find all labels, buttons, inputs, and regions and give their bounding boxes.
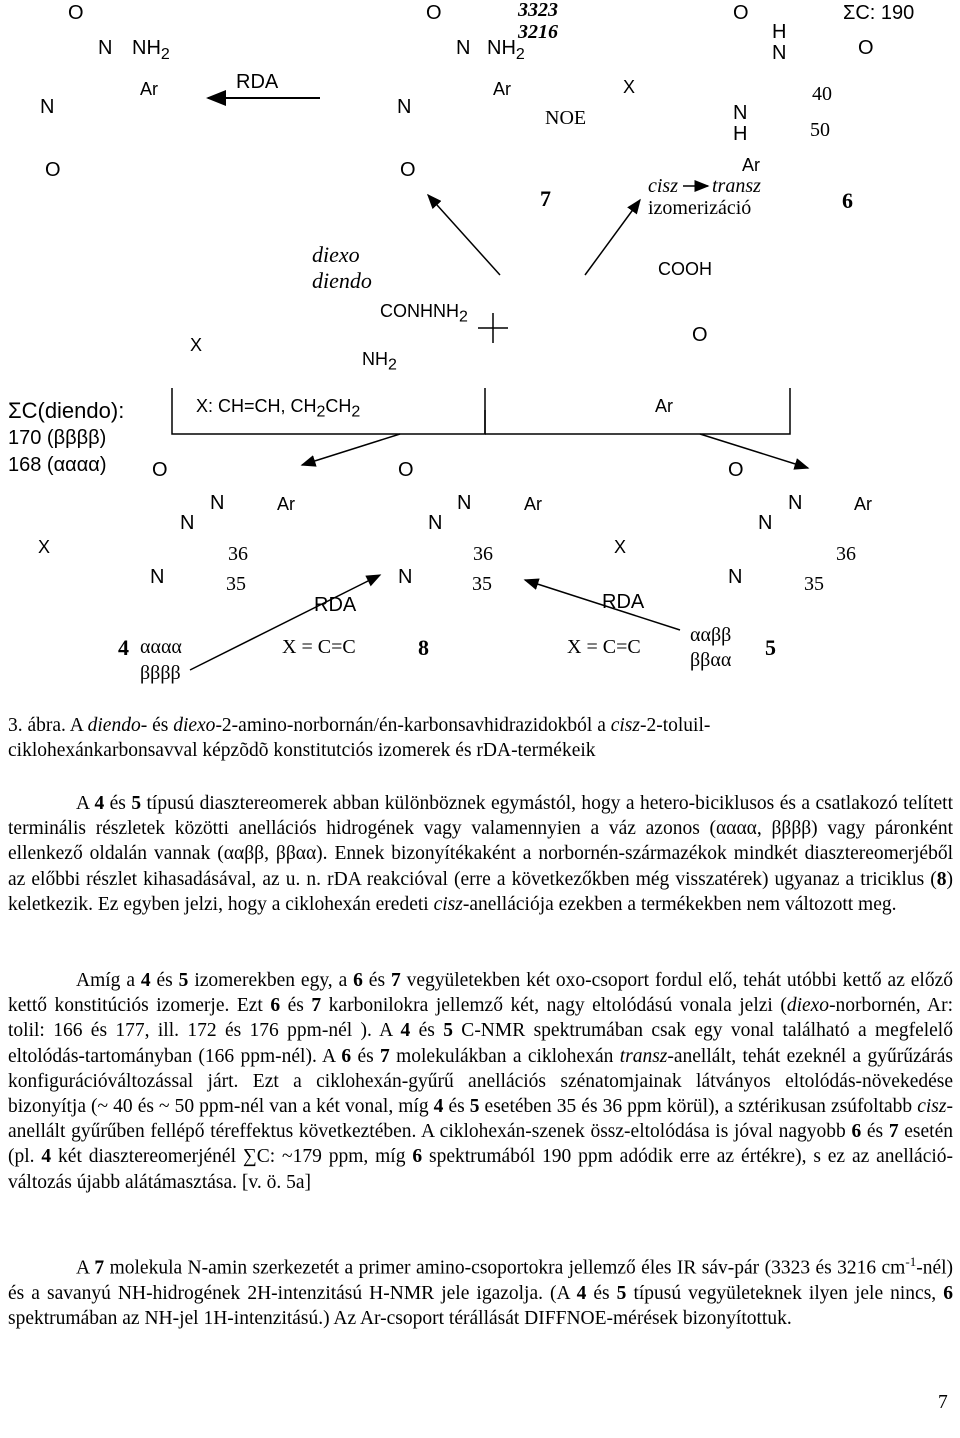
label-rda: RDA <box>314 594 357 616</box>
label-n: N <box>457 492 472 514</box>
compound-number-6: 6 <box>842 188 853 213</box>
p3-segment: molekula N-amin szerkezetét a primer amino-csoportokra jellemző éles IR sáv-pár (3323 és 3216 cm <box>104 1257 906 1279</box>
p3-segment: -nél) és a savanyú NH-hidrogének 2H-intenzitású H-NMR jele igazolja. (A <box>8 1257 954 1304</box>
label-n: N <box>456 37 471 59</box>
ir-band-1: 3323 <box>518 0 558 21</box>
label-bbaa: ββαα <box>690 649 732 671</box>
p2-segment: 4 <box>433 1096 444 1118</box>
shift-35: 35 <box>804 573 824 595</box>
p2-segment: 7 <box>311 995 322 1017</box>
shift-36: 36 <box>836 543 856 565</box>
arrow-to-5 <box>700 434 808 468</box>
label-n: N <box>98 37 113 59</box>
p2-segment: karbonilokra jellemző két, nagy eltolódású vonala jelzi ( <box>321 995 787 1017</box>
label-h: H <box>733 123 748 145</box>
label-o: O <box>728 459 744 481</box>
p2-segment: molekulákban a ciklohexán <box>389 1045 620 1067</box>
shift-36: 36 <box>473 543 493 565</box>
label-n: N <box>40 96 55 118</box>
p2-segment: izomerekben egy, a <box>188 970 354 991</box>
label-x-eq-cc: X = C=C <box>282 636 356 658</box>
p2-segment: -norbornén, Ar: tolil: 166 és 177, ill. 172 és 176 ppm-nél ). A <box>8 995 954 1042</box>
paragraph-1 <box>8 791 953 917</box>
p1-segment: ) keletkezik. Ez egyben jelzi, hogy a ciklohexán eredeti <box>8 868 953 915</box>
p2-segment: esetében 35 és 36 ppm körül), a sztérikusan zsúfoltabb <box>479 1096 918 1118</box>
ir-band-2: 3216 <box>518 21 558 43</box>
label-izomerizacio: izomerizáció <box>648 197 752 219</box>
label-noe: NOE <box>545 107 587 129</box>
p2-segment: 7 <box>380 1045 390 1067</box>
p3-segment: -1 <box>905 1254 917 1269</box>
label-n: N <box>728 566 743 588</box>
p1-segment: 5 <box>131 793 142 814</box>
p2-segment: 6 <box>341 1045 352 1067</box>
p1-segment: és <box>104 793 132 814</box>
compound-number-5: 5 <box>765 635 776 660</box>
reaction-scheme-figure <box>0 0 960 700</box>
compound-number-4: 4 <box>118 635 129 660</box>
label-ar: Ar <box>140 79 158 99</box>
p2-segment: Amíg a <box>76 970 141 991</box>
p2-segment: diexo <box>786 995 830 1017</box>
p2-segment: 6 <box>851 1121 862 1143</box>
label-x: X <box>623 77 636 97</box>
p2-segment: C-NMR spektrumában csak egy vonal található a megfelelő eltolódás-tartományban (166 ppm-nél). A <box>8 1020 953 1067</box>
p3-segment: 5 <box>616 1282 627 1304</box>
label-x: X <box>614 537 627 557</box>
p1-segment: A <box>76 793 95 814</box>
p3-segment: 7 <box>94 1257 105 1279</box>
label-o: O <box>398 459 414 481</box>
page-number: 7 <box>938 1392 948 1413</box>
label-n: N <box>428 512 443 534</box>
label-n: N <box>397 96 412 118</box>
p2-segment: 5 <box>443 1020 453 1042</box>
label-n: N <box>180 512 195 534</box>
p2-segment: és <box>362 970 391 991</box>
label-ar: Ar <box>524 494 542 514</box>
value-170: 170 (ββββ) <box>8 427 107 449</box>
label-o: O <box>733 2 749 24</box>
compound-number-7: 7 <box>540 186 551 211</box>
p2-segment: cisz <box>917 1096 947 1118</box>
paragraph-3 <box>8 1249 953 1331</box>
label-h: H <box>772 21 787 43</box>
label-conhnh2: $CONHNH_2$ <box>380 301 468 326</box>
label-bbbb: ββββ <box>140 662 181 684</box>
p2-segment: 6 <box>353 970 363 991</box>
p2-segment: spektrumából 190 ppm adódik erre az értékre), s ez az anelláció-változás újabb alátámasztása. [v. ö. 5a] <box>8 1146 954 1193</box>
p2-segment: 6 <box>270 995 281 1017</box>
label-cisz: cisz <box>648 175 678 197</box>
label-o: O <box>858 37 874 59</box>
label-ar: Ar <box>493 79 511 99</box>
label-ar: Ar <box>655 396 673 416</box>
p2-segment: vegyületekben két oxo-csoport fordul elő, tehát utóbbi kettő az előző kettő konstitúciós izomerje. Ezt <box>8 970 953 1017</box>
label-ar: Ar <box>854 494 872 514</box>
p1-segment: 8 <box>936 868 947 890</box>
label-n: N <box>772 42 787 64</box>
p2-segment: 7 <box>390 970 401 991</box>
label-n: N <box>788 492 803 514</box>
p3-segment: típusú vegyületeknek ilyen jele nincs, <box>626 1282 944 1304</box>
label-nh2: $NH_2$ <box>132 37 170 63</box>
p2-segment: 4 <box>140 970 151 991</box>
reaction-scheme-arrows <box>0 0 960 700</box>
p3-segment: 6 <box>943 1282 953 1304</box>
label-ar: Ar <box>742 155 760 175</box>
arrow-to-4 <box>302 434 400 465</box>
value-168: 168 (αααα) <box>8 454 107 476</box>
label-nh2: $NH_2$ <box>362 349 397 374</box>
label-n: N <box>758 512 773 534</box>
p1-segment: típusú diasztereomerek abban különböznek egymástól, hogy a hetero-biciklusos és a csatlakozó telített terminális részletek közötti anellációs hidrogének vagy valamennyien a váz azonos (αααα, ββββ) vagy páronként ellenkező oldalán vannak (ααββ, ββαα). Ennek bizonyítékaként a norbornén-származékok mindkét diasztereomerjéből az előbbi részlet kihasadásával, az u. n. rDA reakcióval (erre a következőkben még visszatérek) ugyanaz a triciklus ( <box>8 793 954 890</box>
p1-segment: -anellációja ezekben a termékekben nem változott meg. <box>462 893 897 915</box>
p2-segment: és <box>280 995 312 1017</box>
p2-segment: és <box>410 1020 444 1042</box>
label-diendo: diendo <box>312 268 372 293</box>
label-sigma-c-190: ΣC: 190 <box>843 2 915 24</box>
p3-segment: A <box>76 1257 95 1279</box>
p2-segment: és <box>861 1121 889 1143</box>
label-n: N <box>150 566 165 588</box>
p3-segment: és <box>586 1282 617 1304</box>
paragraph-2 <box>8 968 953 1195</box>
label-o: O <box>45 159 61 181</box>
shift-35: 35 <box>472 573 492 595</box>
label-n: N <box>398 566 413 588</box>
label-x-definition: X: CH=CH, $CH_2CH_2$ <box>196 396 361 421</box>
label-o: O <box>68 2 84 24</box>
label-aabb: ααββ <box>690 624 732 646</box>
arrow-to-6 <box>585 200 640 275</box>
p2-segment: esetén (pl. <box>8 1121 953 1168</box>
label-cooh: COOH <box>658 259 712 279</box>
label-o: O <box>692 324 708 346</box>
bracket-right <box>485 388 790 434</box>
p2-segment: -anellált gyűrűben fellépő téreffektus következtében. A ciklohexán-szenek össz-eltolódása is jóval nagyobb <box>8 1096 953 1143</box>
figure-caption: 3. ábra. A diendo- és diexo-2-amino-norbornán/én-karbonsavhidrazidokból a cisz-2-toluil- ciklohexánkarbonsavval képzõdõ konstitutciós izomerek és rDA-termékeik <box>8 715 711 761</box>
p3-segment: 4 <box>576 1282 587 1304</box>
label-o: O <box>400 159 416 181</box>
shift-35: 35 <box>226 573 246 595</box>
p2-segment: 4 <box>400 1020 411 1042</box>
label-x: X <box>38 537 51 557</box>
p3-segment: spektrumában az NH-jel 1H-intenzitású.) Az Ar-csoport térállását DIFFNOE-mérések bizonyítottuk. <box>8 1307 792 1329</box>
label-o: O <box>152 459 168 481</box>
p2-segment: és <box>150 970 179 991</box>
shift-40: 40 <box>812 83 832 105</box>
label-rda-top: RDA <box>236 71 279 93</box>
p1-segment: cisz <box>433 893 463 915</box>
p1-segment: 4 <box>94 793 105 814</box>
p2-segment: két diasztereomerjénél ∑C: ~179 ppm, míg <box>51 1146 413 1168</box>
p2-segment: 4 <box>41 1146 52 1168</box>
p2-segment: 5 <box>469 1096 480 1118</box>
p2-segment: 7 <box>888 1121 899 1143</box>
p2-segment: 6 <box>412 1146 423 1168</box>
p2-segment: és <box>443 1096 470 1118</box>
shift-36: 36 <box>228 543 248 565</box>
label-aaaa: αααα <box>140 636 182 658</box>
p2-segment: -anellált, tehát ezeknél a gyűrűzárás konfigurációváltozással járt. Ezt a ciklohexán-gyűrű anellációs szénatomjainak látványos eltolódás-növekedése bizonyítja (~ 40 és ~ 50 ppm-nél van a két vonal, míg <box>8 1045 954 1118</box>
label-diexo: diexo <box>312 242 360 267</box>
label-transz: transz <box>712 175 761 197</box>
p2-segment: transz <box>619 1045 668 1067</box>
label-ar: Ar <box>277 494 295 514</box>
shift-50: 50 <box>810 119 830 141</box>
p2-segment: és <box>351 1045 381 1067</box>
label-rda: RDA <box>602 591 645 613</box>
caption-prefix: 3. ábra. <box>8 715 66 736</box>
label-x: X <box>190 335 203 355</box>
arrow-to-7 <box>428 195 500 275</box>
label-sigma-diendo: ΣC(diendo): <box>8 398 125 423</box>
label-n: N <box>733 102 748 124</box>
label-n: N <box>210 492 225 514</box>
compound-number-8: 8 <box>418 635 429 660</box>
label-o: O <box>426 2 442 24</box>
p2-segment: 5 <box>178 970 189 991</box>
label-nh2: $NH_2$ <box>487 37 525 63</box>
label-x-eq-cc: X = C=C <box>567 636 641 658</box>
